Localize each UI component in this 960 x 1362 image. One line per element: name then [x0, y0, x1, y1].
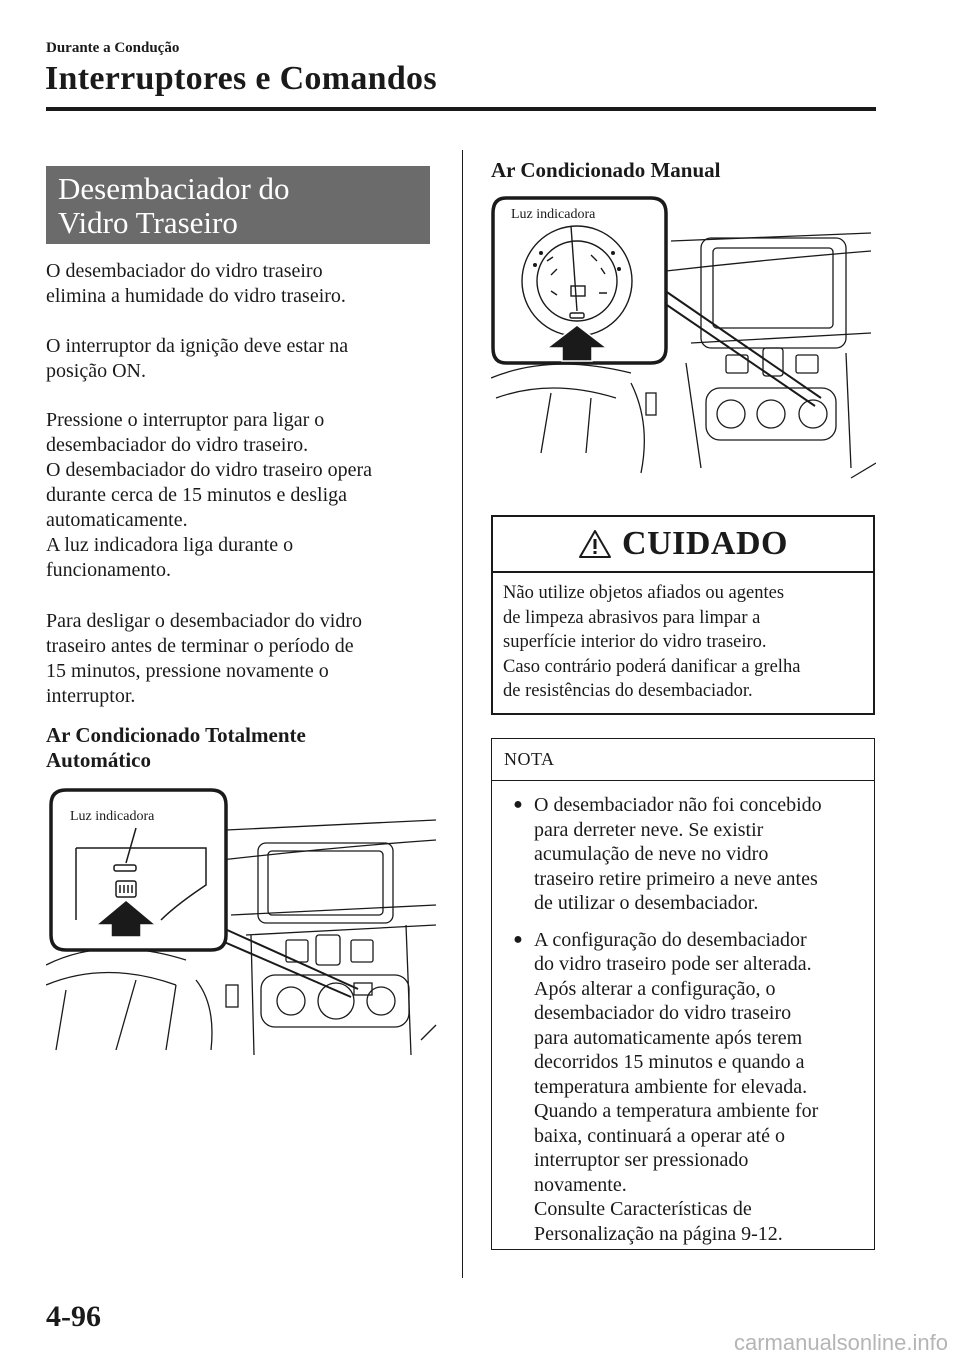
text-line: Após alterar a configuração, o	[534, 977, 776, 1000]
heading-manual-ac: Ar Condicionado Manual	[491, 158, 721, 182]
text-line: traseiro retire primeiro a neve antes	[534, 867, 818, 890]
text-line: posição ON.	[46, 360, 146, 382]
caution-title: CUIDADO	[622, 525, 788, 562]
bullet-icon: ●	[513, 930, 523, 948]
paragraph-turn-off	[46, 609, 446, 709]
text-line: Personalização na página 9-12.	[534, 1222, 783, 1245]
text-line: traseiro antes de terminar o período de	[46, 635, 354, 657]
chapter-title: Interruptores e Comandos	[45, 60, 437, 97]
text-line: Pressione o interruptor para ligar o	[46, 409, 325, 431]
caution-header	[493, 517, 873, 573]
text-line: Quando a temperatura ambiente for	[534, 1100, 819, 1122]
heading-line: Ar Condicionado Totalmente	[46, 723, 306, 747]
callout-label-auto: Luz indicadora	[70, 809, 155, 824]
text-line: funcionamento.	[46, 559, 171, 581]
text-line: de resistências do desembaciador.	[503, 681, 753, 701]
section-title-line1: Desembaciador do	[58, 171, 290, 206]
text-line: durante cerca de 15 minutos e desliga	[46, 484, 347, 506]
text-line: superfície interior do vidro traseiro.	[503, 632, 767, 652]
text-line: Para desligar o desembaciador do vidro	[46, 610, 363, 632]
paragraph-operation	[46, 408, 446, 583]
heading-auto-ac	[46, 723, 446, 773]
paragraph-ignition	[46, 334, 446, 384]
text-line: A luz indicadora liga durante o	[46, 534, 294, 556]
text-line: 15 minutos, pressione novamente o	[46, 660, 329, 682]
text-line: interruptor.	[46, 685, 136, 707]
note-body	[492, 781, 874, 1246]
text-line: O desembaciador do vidro traseiro	[46, 260, 323, 282]
text-line: O interruptor da ignição deve estar na	[46, 335, 349, 357]
warning-triangle-icon	[578, 529, 612, 559]
heading-line: Automático	[46, 748, 151, 772]
text-line: O desembaciador não foi concebido	[534, 794, 822, 816]
breadcrumb: Durante a Condução	[46, 40, 180, 56]
text-line: de limpeza abrasivos para limpar a	[503, 607, 761, 628]
section-title-box	[46, 166, 430, 244]
paragraph-intro	[46, 259, 446, 309]
illustration-manual-ac	[491, 193, 876, 485]
text-line: Caso contrário poderá danificar a grelha	[503, 656, 801, 677]
text-line: para derreter neve. Se existir	[534, 818, 764, 841]
text-line: para automaticamente após terem	[534, 1026, 803, 1049]
section-title-line2: Vidro Traseiro	[58, 205, 238, 240]
text-line: O desembaciador do vidro traseiro opera	[46, 459, 372, 481]
header-rule	[46, 107, 876, 111]
text-line: do vidro traseiro pode ser alterada.	[534, 953, 812, 975]
illustration-auto-ac	[46, 785, 441, 1060]
text-line: novamente.	[534, 1173, 627, 1196]
text-line: desembaciador do vidro traseiro	[534, 1002, 792, 1024]
text-line: desembaciador do vidro traseiro.	[46, 434, 309, 456]
note-item	[502, 793, 864, 916]
caution-box	[491, 515, 875, 715]
caution-text	[493, 573, 873, 712]
text-line: acumulação de neve no vidro	[534, 843, 769, 865]
text-line: temperatura ambiente for elevada.	[534, 1075, 808, 1098]
text-line: interruptor ser pressionado	[534, 1149, 749, 1171]
note-box	[491, 738, 875, 1250]
note-title: NOTA	[492, 739, 874, 781]
watermark: carmanualsonline.info	[733, 1330, 948, 1355]
column-divider	[462, 150, 463, 1278]
page-number: 4-96	[46, 1300, 101, 1333]
callout-label-manual: Luz indicadora	[511, 207, 596, 222]
text-line: baixa, continuará a operar até o	[534, 1124, 785, 1147]
text-line: Não utilize objetos afiados ou agentes	[503, 583, 785, 603]
text-line: decorridos 15 minutos e quando a	[534, 1051, 805, 1073]
text-line: automaticamente.	[46, 509, 188, 531]
text-line: Consulte Características de	[534, 1198, 752, 1220]
note-item	[502, 928, 864, 1247]
bullet-icon: ●	[513, 796, 523, 813]
text-line: A configuração do desembaciador	[534, 928, 807, 951]
text-line: de utilizar o desembaciador.	[534, 892, 759, 914]
text-line: elimina a humidade do vidro traseiro.	[46, 285, 346, 307]
